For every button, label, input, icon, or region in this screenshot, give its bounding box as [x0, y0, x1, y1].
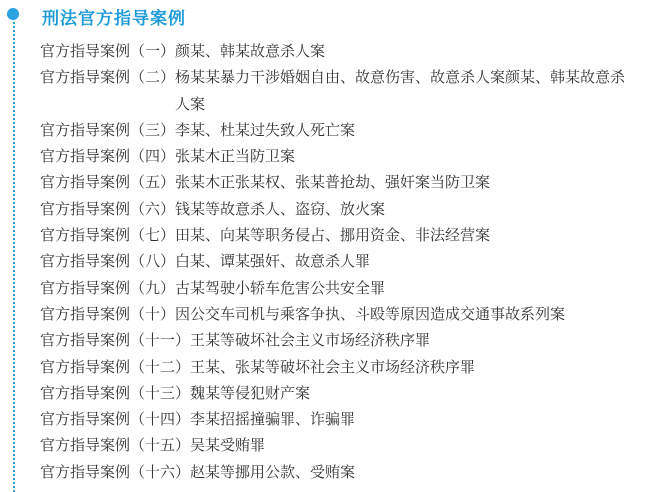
case-number: 官方指导案例（十六） — [40, 462, 191, 481]
case-item[interactable] — [40, 275, 651, 301]
case-item[interactable] — [40, 327, 651, 353]
case-title: 钱某等故意杀人、盗窃、放火案 — [175, 199, 386, 218]
timeline-dot-icon — [7, 8, 19, 20]
case-title: 因公交车司机与乘客争执、斗殴等原因造成交通事故系列案 — [175, 304, 566, 323]
case-number: 官方指导案例（十二） — [40, 357, 191, 376]
case-number: 官方指导案例（七） — [40, 226, 176, 245]
case-title: 古某驾驶小轿车危害公共安全罪 — [175, 278, 386, 297]
case-number: 官方指导案例（四） — [40, 147, 176, 166]
case-number: 官方指导案例（十四） — [40, 410, 191, 429]
case-item[interactable] — [40, 380, 651, 406]
case-number: 官方指导案例（一） — [40, 42, 176, 60]
timeline-line — [13, 22, 15, 492]
case-number: 官方指导案例（十一） — [40, 331, 191, 350]
case-number: 官方指导案例（六） — [40, 199, 176, 218]
case-number: 官方指导案例（八） — [40, 252, 176, 271]
case-number: 官方指导案例（十五） — [40, 436, 191, 455]
case-item[interactable] — [40, 196, 651, 222]
case-item[interactable] — [40, 432, 651, 458]
case-title: 杨某某暴力干涉婚姻自由、故意伤害、故意杀人案颜某、韩某故意杀人案 — [175, 68, 626, 113]
case-item[interactable] — [40, 406, 651, 432]
case-title: 颜某、韩某故意杀人案 — [175, 42, 326, 60]
case-title: 张某木正张某权、张某普抢劫、强奸案当防卫案 — [175, 173, 491, 192]
case-item[interactable] — [40, 169, 651, 195]
case-item[interactable] — [40, 222, 651, 248]
case-title: 田某、向某等职务侵占、挪用资金、非法经营案 — [175, 226, 491, 245]
case-item[interactable] — [40, 459, 651, 485]
case-title: 赵某等挪用公款、受贿案 — [190, 462, 356, 481]
case-title: 李某、杜某过失致人死亡案 — [175, 120, 356, 139]
case-number: 官方指导案例（五） — [40, 173, 176, 192]
case-item[interactable] — [40, 301, 651, 327]
case-title: 白某、谭某强奸、故意杀人罪 — [175, 252, 371, 271]
case-title: 张某木正当防卫案 — [175, 147, 296, 166]
case-title: 李某招摇撞骗罪、诈骗罪 — [190, 410, 356, 429]
case-item[interactable] — [40, 354, 651, 380]
section-title: 刑法官方指导案例 — [42, 9, 186, 29]
case-number: 官方指导案例（二） — [40, 68, 176, 87]
case-title: 吴某受贿罪 — [190, 436, 266, 455]
case-number: 官方指导案例（十三） — [40, 383, 191, 402]
case-title: 王某等破坏社会主义市场经济秩序罪 — [190, 331, 431, 350]
case-list — [40, 38, 651, 485]
case-item[interactable] — [40, 248, 651, 274]
case-item[interactable] — [40, 117, 651, 143]
case-item[interactable] — [40, 38, 651, 64]
case-number: 官方指导案例（九） — [40, 278, 176, 297]
case-title: 王某、张某等破坏社会主义市场经济秩序罪 — [190, 357, 476, 376]
case-title: 魏某等侵犯财产案 — [190, 383, 311, 402]
case-item[interactable] — [40, 64, 651, 117]
case-number: 官方指导案例（十） — [40, 304, 176, 323]
case-item[interactable] — [40, 143, 651, 169]
case-number: 官方指导案例（三） — [40, 120, 176, 139]
